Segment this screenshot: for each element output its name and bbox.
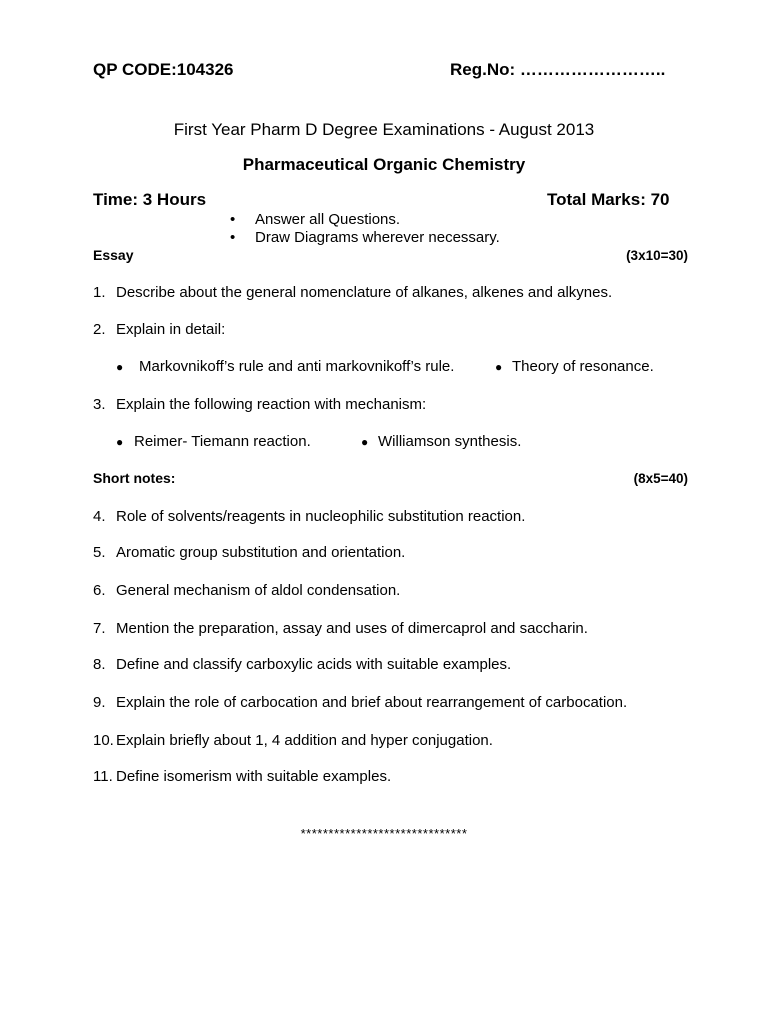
question-number: 8.	[93, 656, 106, 673]
reg-no: Reg.No: ……………………..	[450, 60, 666, 79]
instruction-item: Answer all Questions.	[255, 211, 401, 228]
subject-title: Pharmaceutical Organic Chemistry	[242, 155, 526, 174]
question-number: 6.	[93, 582, 106, 599]
qp-code: QP CODE:104326	[93, 60, 234, 79]
short-notes-marks: (8x5=40)	[633, 471, 688, 486]
question-text: Explain in detail:	[116, 321, 226, 338]
question-text: Mention the preparation, assay and uses of dimercaprol and saccharin.	[116, 620, 588, 637]
exam-title: First Year Pharm D Degree Examinations - August 2013	[173, 120, 595, 139]
question-number: 3.	[93, 396, 106, 413]
sub-item-bullet: ●	[116, 360, 124, 374]
question-text: Aromatic group substitution and orientation.	[116, 544, 406, 561]
total-marks: Total Marks: 70	[547, 190, 670, 209]
instruction-bullet: •	[230, 229, 236, 246]
sub-item-text: Reimer- Tiemann reaction.	[134, 433, 311, 450]
sub-item-text: Williamson synthesis.	[378, 433, 522, 450]
question-number: 5.	[93, 544, 106, 561]
question-number: 4.	[93, 508, 106, 525]
time-label: Time: 3 Hours	[93, 190, 207, 209]
question-number: 1.	[93, 284, 106, 301]
question-number: 10.	[93, 732, 114, 749]
question-text: Role of solvents/reagents in nucleophilic substitution reaction.	[116, 508, 526, 525]
instruction-item: Draw Diagrams wherever necessary.	[255, 229, 500, 246]
sub-item-bullet: ●	[116, 435, 124, 449]
sub-item-bullet: ●	[361, 435, 369, 449]
question-text: Explain the following reaction with mechanism:	[116, 396, 427, 413]
question-number: 2.	[93, 321, 106, 338]
question-text: Explain briefly about 1, 4 addition and hyper conjugation.	[116, 732, 493, 749]
sub-item-text: Markovnikoff’s rule and anti markovnikoff’s rule.	[139, 358, 455, 375]
short-notes-heading: Short notes:	[93, 470, 176, 486]
question-number: 9.	[93, 694, 106, 711]
question-number: 7.	[93, 620, 106, 637]
question-text: Describe about the general nomenclature of alkanes, alkenes and alkynes.	[116, 284, 613, 301]
sub-item-bullet: ●	[495, 360, 503, 374]
sub-item-text: Theory of resonance.	[512, 358, 654, 375]
question-number: 11.	[93, 768, 113, 785]
question-text: Explain the role of carbocation and brief about rearrangement of carbocation.	[116, 694, 628, 711]
end-marker: ******************************	[300, 826, 468, 841]
instruction-bullet: •	[230, 211, 236, 228]
question-text: Define and classify carboxylic acids with suitable examples.	[116, 656, 512, 673]
question-text: Define isomerism with suitable examples.	[116, 768, 392, 785]
question-text: General mechanism of aldol condensation.	[116, 582, 401, 599]
essay-marks: (3x10=30)	[626, 248, 688, 263]
essay-heading: Essay	[93, 247, 134, 263]
